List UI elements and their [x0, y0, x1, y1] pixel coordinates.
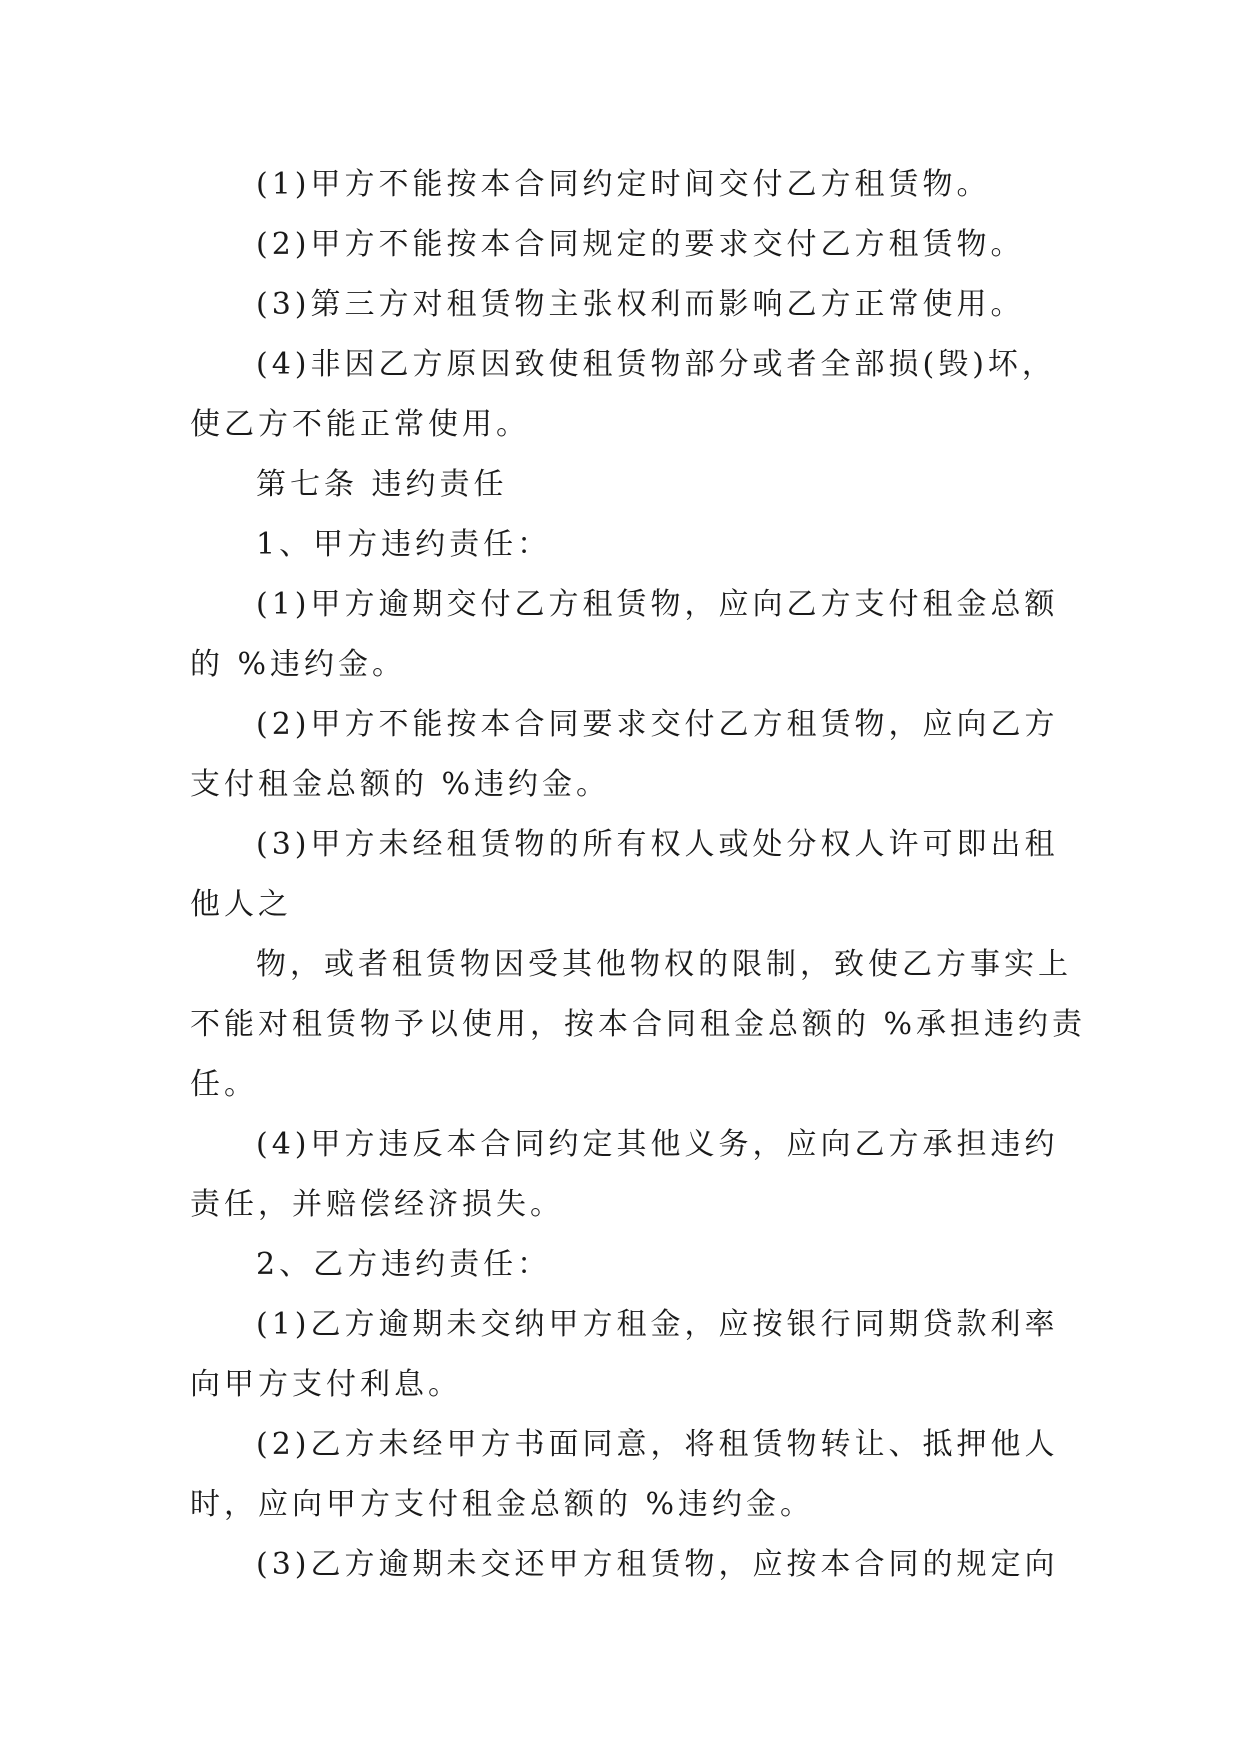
- clause-line: 物，或者租赁物因受其他物权的限制，致使乙方事实上: [256, 947, 1072, 982]
- clause-line: (4)非因乙方原因致使租赁物部分或者全部损(毁)坏，: [256, 347, 1056, 382]
- clause-line: 不能对租赁物予以使用，按本合同租金总额的 %承担违约责: [190, 1007, 1087, 1042]
- clause-line: (1)乙方逾期未交纳甲方租金，应按银行同期贷款利率: [256, 1307, 1059, 1342]
- clause-line: (2)乙方未经甲方书面同意，将租赁物转让、抵押他人: [256, 1427, 1059, 1462]
- clause-line: 任。: [190, 1067, 258, 1102]
- subsection-heading: 1、甲方违约责任：: [256, 527, 552, 562]
- clause-line: (3)乙方逾期未交还甲方租赁物，应按本合同的规定向: [256, 1547, 1059, 1582]
- clause-line: (3)第三方对租赁物主张权利而影响乙方正常使用。: [256, 287, 1025, 322]
- clause-line: (4)甲方违反本合同约定其他义务，应向乙方承担违约: [256, 1127, 1059, 1162]
- subsection-heading: 2、乙方违约责任：: [256, 1247, 552, 1282]
- clause-line: 的 %违约金。: [190, 647, 407, 682]
- clause-line: 支付租金总额的 %违约金。: [190, 767, 611, 802]
- clause-line: (3)甲方未经租赁物的所有权人或处分权人许可即出租: [256, 827, 1059, 862]
- clause-line: 使乙方不能正常使用。: [190, 407, 530, 442]
- clause-line: 他人之: [190, 887, 292, 922]
- clause-line: 向甲方支付利息。: [190, 1367, 462, 1402]
- section-heading: 第七条 违约责任: [256, 467, 508, 502]
- clause-line: (1)甲方逾期交付乙方租赁物，应向乙方支付租金总额: [256, 587, 1059, 622]
- clause-line: (1)甲方不能按本合同约定时间交付乙方租赁物。: [256, 167, 991, 202]
- clause-line: (2)甲方不能按本合同要求交付乙方租赁物，应向乙方: [256, 707, 1059, 742]
- clause-line: 时，应向甲方支付租金总额的 %违约金。: [190, 1487, 815, 1522]
- clause-line: 责任，并赔偿经济损失。: [190, 1187, 564, 1222]
- clause-line: (2)甲方不能按本合同规定的要求交付乙方租赁物。: [256, 227, 1025, 262]
